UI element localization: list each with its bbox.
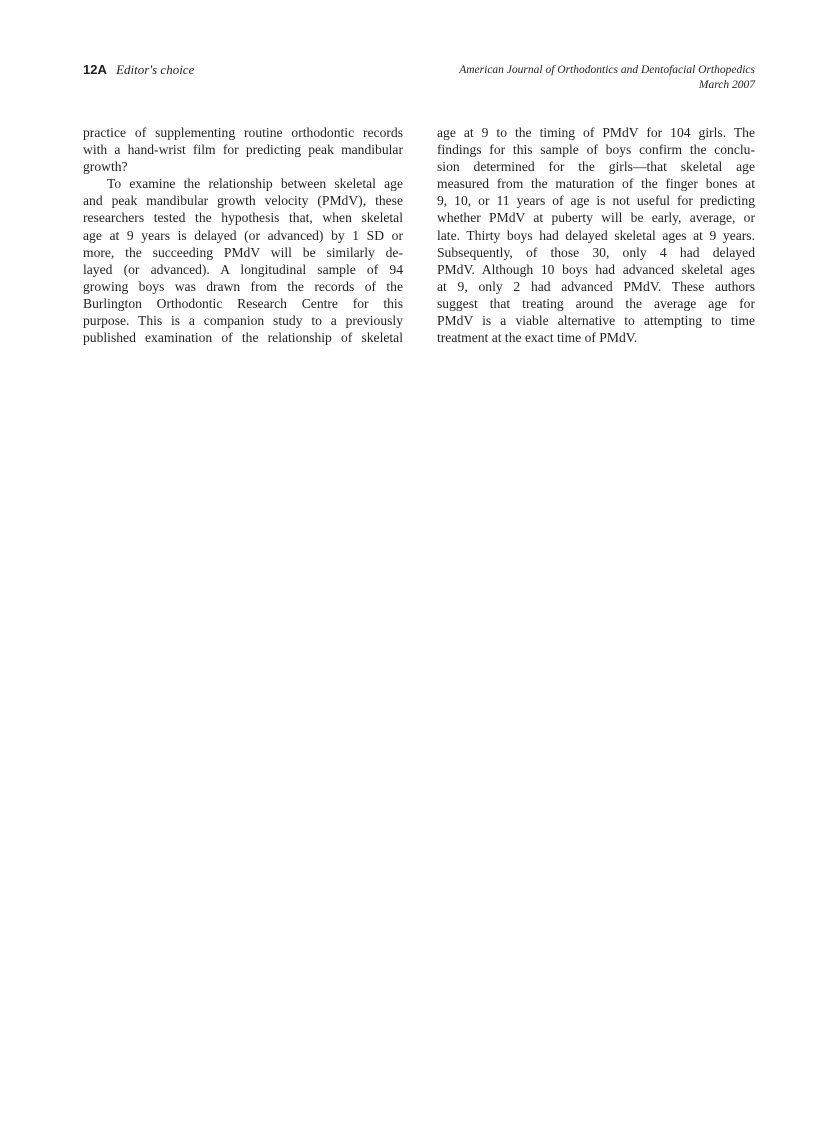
text-line: age at 9 years is delayed (or advanced) by 1 SD or xyxy=(83,227,403,243)
text-line: purpose. This is a companion study to a previously xyxy=(83,313,403,329)
running-header-right xyxy=(459,63,755,93)
issue-date: March 2007 xyxy=(698,79,755,91)
text-line: PMdV is a viable alternative to attempting to time xyxy=(437,313,755,329)
text-line: and peak mandibular growth velocity (PMdV), these xyxy=(83,193,403,209)
right-column xyxy=(437,124,755,346)
text-line: Burlington Orthodontic Research Centre for this xyxy=(83,295,403,311)
text-line: suggest that treating around the average age for xyxy=(437,295,755,311)
left-column xyxy=(83,124,403,346)
text-line: PMdV. Although 10 boys had advanced skeletal ages xyxy=(437,261,755,277)
page-number: 12A xyxy=(83,62,107,77)
section-title: Editor's choice xyxy=(116,62,195,77)
text-line: published examination of the relationship of skeletal xyxy=(83,330,403,346)
text-line: age at 9 to the timing of PMdV for 104 girls. The xyxy=(437,125,755,140)
text-line: layed (or advanced). A longitudinal sample of 94 xyxy=(83,261,403,277)
text-line: at 9, only 2 had advanced PMdV. These authors xyxy=(437,278,755,294)
journal-title: American Journal of Orthodontics and Dentofacial Orthopedics xyxy=(459,64,755,76)
text-line: late. Thirty boys had delayed skeletal ages at 9 years. xyxy=(437,227,755,243)
text-line: more, the succeeding PMdV will be similarly de- xyxy=(83,244,403,260)
text-line: sion determined for the girls—that skeletal age xyxy=(437,159,755,175)
text-line: measured from the maturation of the finger bones at xyxy=(437,176,755,192)
text-line: findings for this sample of boys confirm the conclu- xyxy=(437,142,755,158)
text-line: whether PMdV at puberty will be early, average, or xyxy=(437,210,755,226)
text-line: practice of supplementing routine orthodontic records xyxy=(83,125,403,140)
text-line: researchers tested the hypothesis that, when skeletal xyxy=(83,210,403,226)
running-header-left xyxy=(83,62,194,78)
text-line: with a hand-wrist film for predicting peak mandibular xyxy=(83,142,403,158)
text-line: growth? xyxy=(83,159,128,175)
text-line: growing boys was drawn from the records of the xyxy=(83,278,403,294)
text-line: treatment at the exact time of PMdV. xyxy=(437,330,638,346)
text-line: 9, 10, or 11 years of age is not useful for predicting xyxy=(437,193,755,209)
text-line: Subsequently, of those 30, only 4 had delayed xyxy=(437,244,755,260)
text-line: To examine the relationship between skeletal age xyxy=(107,176,403,192)
